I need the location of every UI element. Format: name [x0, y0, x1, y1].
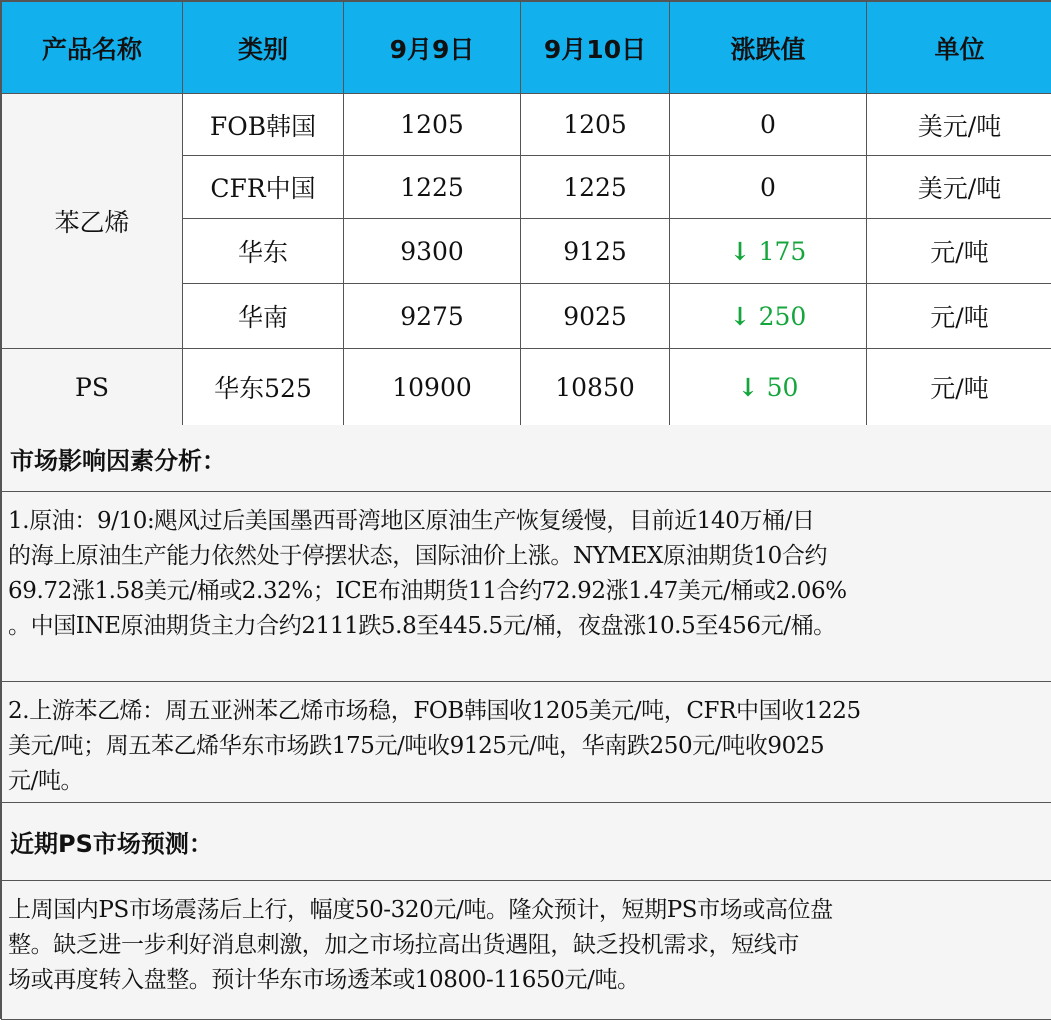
table-row — [2, 94, 1051, 156]
category-cell: FOB韩国 — [183, 94, 344, 156]
sep9-cell: 1205 — [344, 94, 521, 156]
change-value: 0 — [760, 110, 776, 139]
unit-cell: 元/吨 — [867, 219, 1051, 284]
paragraph-line: 2.上游苯乙烯：周五亚洲苯乙烯市场稳，FOB韩国收1205美元/吨，CFR中国收1225 — [8, 694, 1045, 729]
category-cell: CFR中国 — [183, 156, 344, 219]
paragraph-line: 场或再度转入盘整。预计华东市场透苯或10800-11650元/吨。 — [8, 963, 1045, 998]
product-styrene: 苯乙烯 — [2, 94, 183, 349]
down-arrow-icon: ↓ — [738, 373, 759, 402]
paragraph-line: 整。缺乏进一步利好消息刺激，加之市场拉高出货遇阻，缺乏投机需求，短线市 — [8, 928, 1045, 963]
paragraph-line: 元/吨。 — [8, 764, 1045, 799]
paragraph-line: 上周国内PS市场震荡后上行，幅度50-320元/吨。隆众预计，短期PS市场或高位盘 — [8, 893, 1045, 928]
down-arrow-icon: ↓ — [730, 237, 751, 266]
sep9-cell: 10900 — [344, 349, 521, 426]
category-cell: 华东 — [183, 219, 344, 284]
category-cell: 华东525 — [183, 349, 344, 426]
forecast-paragraph — [1, 881, 1051, 1020]
styrene-paragraph — [1, 682, 1051, 803]
down-arrow-icon: ↓ — [730, 302, 751, 331]
product-ps: PS — [2, 349, 183, 426]
sep9-cell: 9275 — [344, 284, 521, 349]
change-value: 50 — [767, 373, 799, 402]
header-sep10: 9月10日 — [521, 2, 670, 94]
header-sep9: 9月9日 — [344, 2, 521, 94]
unit-cell: 元/吨 — [867, 349, 1051, 426]
sep10-cell: 9025 — [521, 284, 670, 349]
category-cell: 华南 — [183, 284, 344, 349]
sep9-cell: 1225 — [344, 156, 521, 219]
header-category: 类别 — [183, 2, 344, 94]
change-cell — [670, 284, 867, 349]
header-product: 产品名称 — [2, 2, 183, 94]
forecast-heading — [1, 803, 1051, 881]
unit-cell: 美元/吨 — [867, 156, 1051, 219]
paragraph-line: 的海上原油生产能力依然处于停摆状态，国际油价上涨。NYMEX原油期货10合约 — [8, 539, 1045, 574]
change-value: 0 — [760, 173, 776, 202]
paragraph-line: 美元/吨；周五苯乙烯华东市场跌175元/吨收9125元/吨，华南跌250元/吨收9025 — [8, 729, 1045, 764]
paragraph-line: 。中国INE原油期货主力合约2111跌5.8至445.5元/桶，夜盘涨10.5至456元/桶。 — [8, 609, 1045, 644]
paragraph-line: 1.原油：9/10:飓风过后美国墨西哥湾地区原油生产恢复缓慢，目前近140万桶/日 — [8, 504, 1045, 539]
analysis-heading-text: 市场影响因素分析： — [10, 441, 226, 476]
change-value: 250 — [759, 302, 807, 331]
crude-oil-paragraph — [1, 492, 1051, 682]
header-change: 涨跌值 — [670, 2, 867, 94]
price-table — [1, 1, 1051, 426]
change-cell — [670, 349, 867, 426]
change-cell — [670, 219, 867, 284]
analysis-heading — [1, 425, 1051, 492]
header-row — [2, 2, 1051, 94]
change-cell — [670, 156, 867, 219]
table-row — [2, 349, 1051, 426]
sep10-cell: 9125 — [521, 219, 670, 284]
sep10-cell: 10850 — [521, 349, 670, 426]
sep9-cell: 9300 — [344, 219, 521, 284]
forecast-heading-text: 近期PS市场预测： — [10, 824, 213, 859]
unit-cell: 元/吨 — [867, 284, 1051, 349]
sep10-cell: 1205 — [521, 94, 670, 156]
unit-cell: 美元/吨 — [867, 94, 1051, 156]
change-cell — [670, 94, 867, 156]
paragraph-line: 69.72涨1.58美元/桶或2.32%；ICE布油期货11合约72.92涨1.47美元/桶或2.06% — [8, 574, 1045, 609]
sep10-cell: 1225 — [521, 156, 670, 219]
change-value: 175 — [759, 237, 807, 266]
header-unit: 单位 — [867, 2, 1051, 94]
